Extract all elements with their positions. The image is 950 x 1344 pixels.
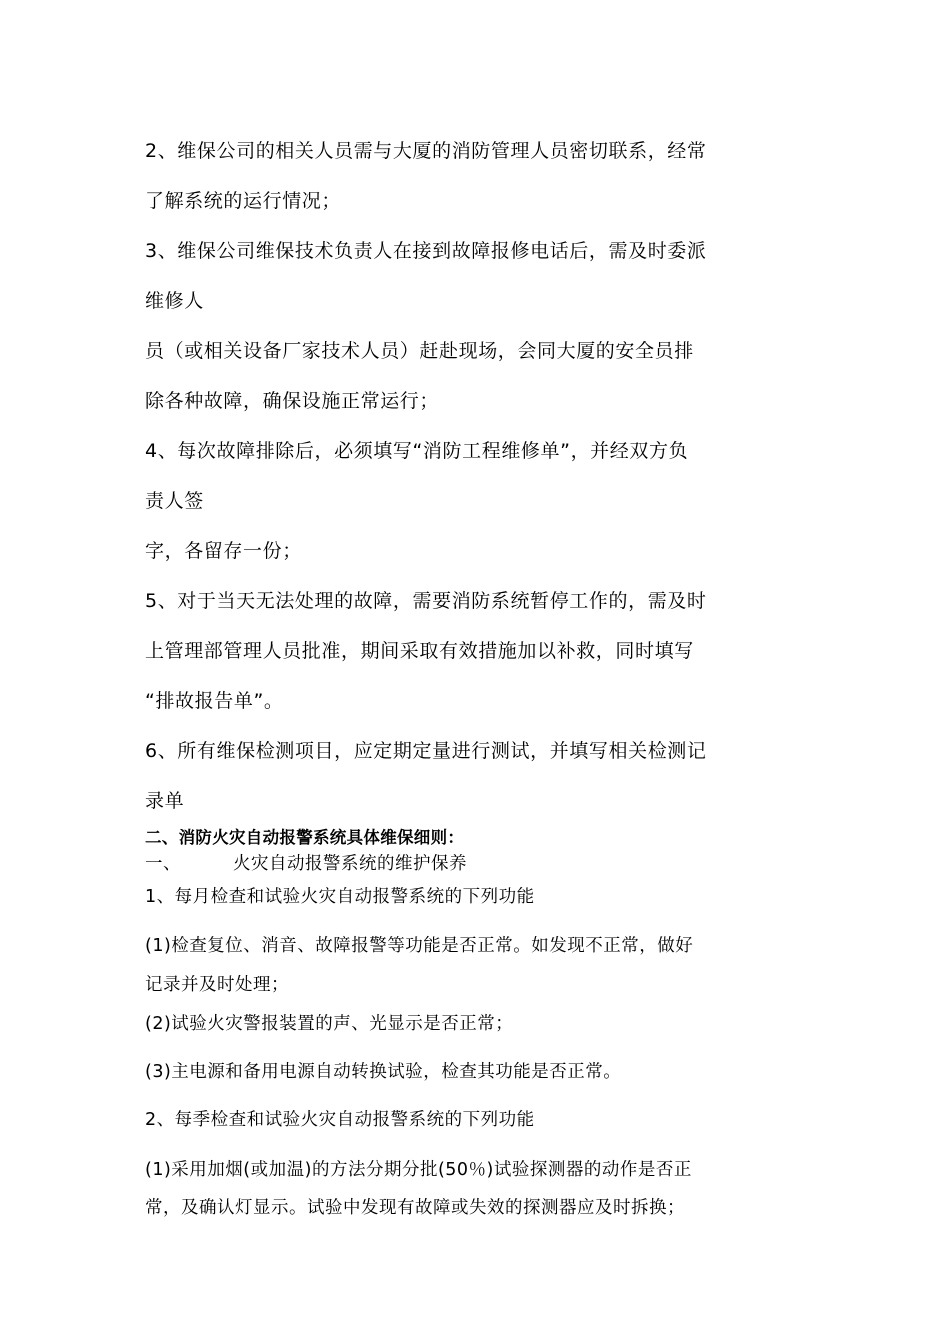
body-line: (1)检查复位、消音、故障报警等功能是否正常。如发现不正常，做好 [145,936,694,956]
sub-heading-text: 火灾自动报警系统的维护保养 [233,854,467,874]
paragraph-line: “排故报告单”。 [145,690,284,712]
body-line: (2)试验火灾警报装置的声、光显示是否正常； [145,1014,514,1034]
body-line: 1、每月检查和试验火灾自动报警系统的下列功能 [145,887,535,907]
paragraph-line: 除各种故障，确保设施正常运行； [145,390,440,412]
paragraph-line: 上管理部管理人员批准，期间采取有效措施加以补救，同时填写 [145,640,694,662]
paragraph-line: 录单 [145,790,185,812]
paragraph-line: 3、维保公司维保技术负责人在接到故障报修电话后，需及时委派 [145,240,707,262]
paragraph-line: 5、对于当天无法处理的故障，需要消防系统暂停工作的，需及时 [145,590,707,612]
body-line: 2、每季检查和试验火灾自动报警系统的下列功能 [145,1110,535,1130]
body-line: (1)采用加烟(或加温)的方法分期分批(50％)试验探测器的动作是否正 [145,1160,692,1180]
body-line: 记录并及时处理； [145,975,289,995]
body-line: (3)主电源和备用电源自动转换试验，检查其功能是否正常。 [145,1062,622,1082]
section-heading: 二、消防火灾自动报警系统具体维保细则： [145,828,465,847]
paragraph-line: 4、每次故障排除后，必须填写“消防工程维修单”，并经双方负 [145,440,689,462]
sub-heading [145,852,467,876]
body-line: 常，及确认灯显示。试验中发现有故障或失效的探测器应及时拆换； [145,1198,685,1218]
paragraph-line: 6、所有维保检测项目，应定期定量进行测试，并填写相关检测记 [145,740,707,762]
paragraph-line: 了解系统的运行情况； [145,190,342,212]
sub-heading-number: 一、 [145,854,181,874]
paragraph-line: 责人签 [145,490,204,512]
paragraph-line: 维修人 [145,290,204,312]
paragraph-line: 字，各留存一份； [145,540,302,562]
paragraph-line: 员（或相关设备厂家技术人员）赶赴现场，会同大厦的安全员排 [145,340,694,362]
paragraph-line: 2、维保公司的相关人员需与大厦的消防管理人员密切联系，经常 [145,140,707,162]
